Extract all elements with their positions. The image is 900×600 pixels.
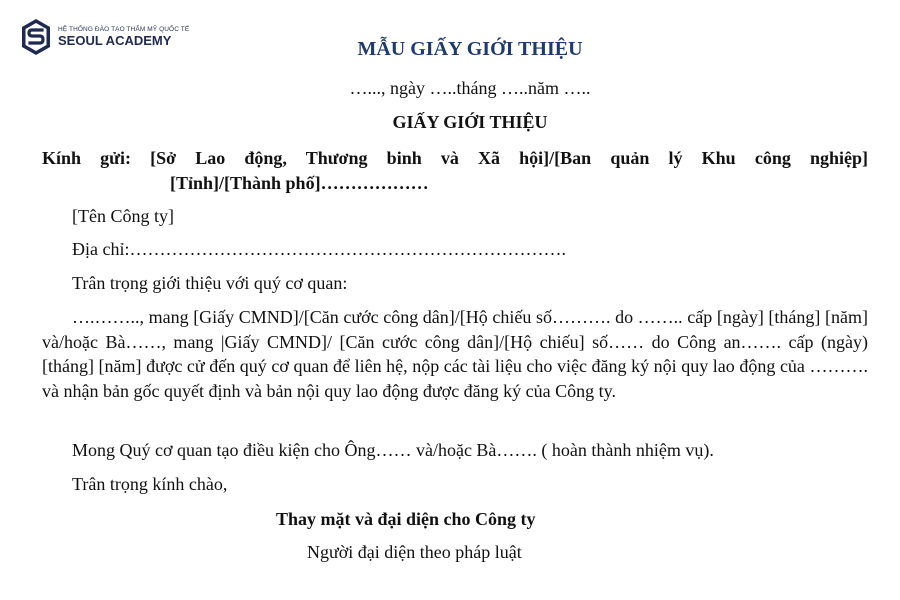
page-title: MẪU GIẤY GIỚI THIỆU — [357, 38, 583, 60]
logo-tagline: HỆ THỐNG ĐÀO TẠO THẨM MỸ QUỐC TẾ — [58, 26, 190, 33]
date-line: …..., ngày …..tháng …..năm ….. — [349, 78, 591, 98]
document-title: GIẤY GIỚI THIỆU — [392, 112, 548, 132]
request-line: Mong Quý cơ quan tạo điều kiện cho Ông…… và/hoặc Bà……. ( hoàn thành nhiệm vụ). — [72, 440, 714, 460]
body-paragraph-text: ….…….., mang [Giấy CMND]/[Căn cước công dân]/[Hộ chiếu số………. do …….. cấp [ngày] [tháng] [năm] và/hoặc Bà……, mang |Giấy CMND]/ [Căn cước công dân]/[Hộ chiếu] số…… do Công an……. cấp (ngày) [tháng] [năm] được cử đến quý cơ quan để liên hệ, nộp các tài liệu cho việc đăng ký nội quy lao động của ………. và nhận bản gốc quyết định và bản nội quy lao động được đăng ký của Công ty. — [42, 307, 868, 401]
recipient-line-2: [Tỉnh]/[Thành phố]……………… — [170, 173, 429, 193]
signature-role: Người đại diện theo pháp luật — [307, 542, 522, 562]
recipient-line-1: Kính gửi: [Sở Lao động, Thương binh và Xã hội]/[Ban quản lý Khu công nghiệp] — [42, 148, 868, 168]
closing-line: Trân trọng kính chào, — [72, 474, 228, 494]
intro-line: Trân trọng giới thiệu với quý cơ quan: — [72, 273, 348, 293]
body-paragraph — [42, 305, 868, 403]
address-line: Địa chỉ:………………………………………………………………. — [72, 239, 566, 259]
logo-name: SEOUL ACADEMY — [58, 33, 172, 48]
signature-title: Thay mặt và đại diện cho Công ty — [276, 509, 536, 529]
company-name: [Tên Công ty] — [72, 206, 174, 226]
